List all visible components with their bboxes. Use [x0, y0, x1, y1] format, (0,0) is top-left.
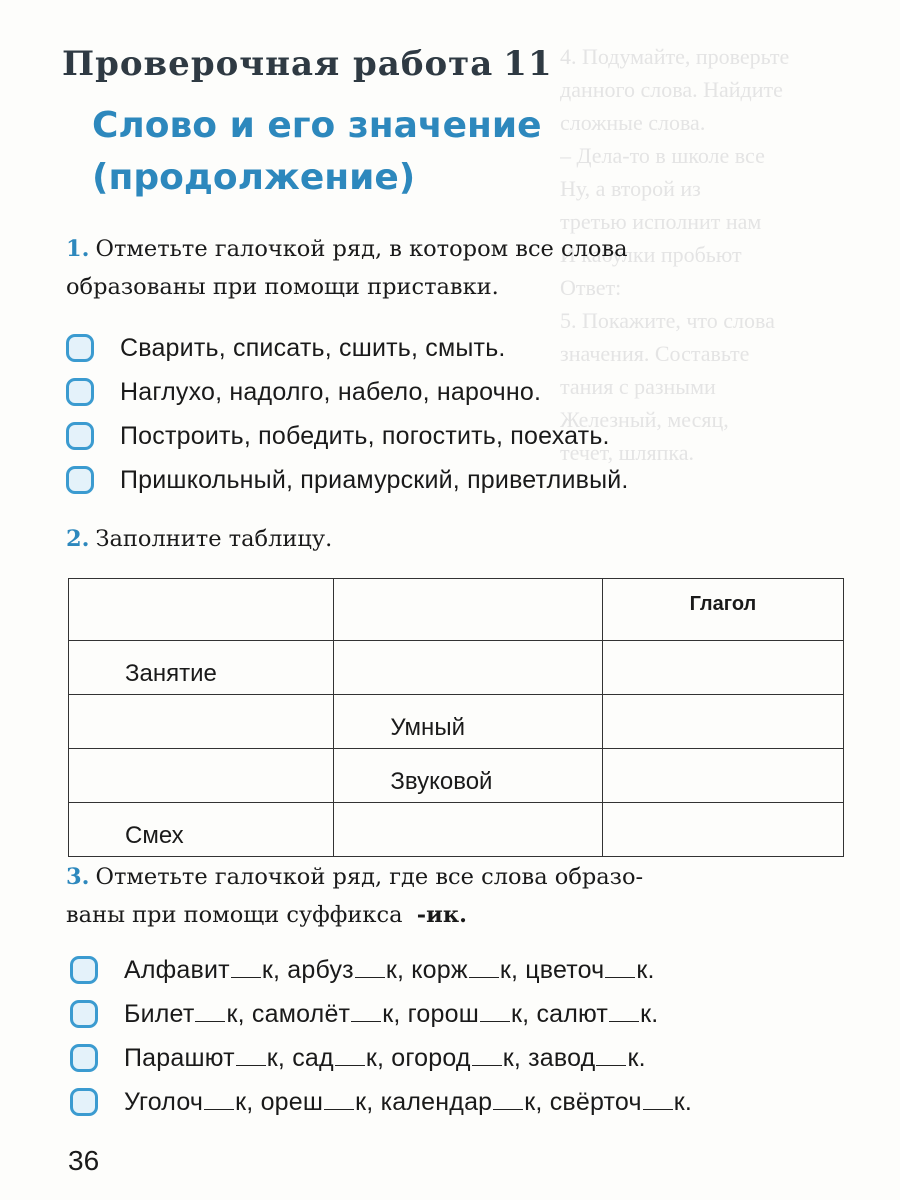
title-number: 11: [503, 44, 553, 84]
bleed-through-line: третью исполнит нам: [560, 209, 762, 234]
table-cell[interactable]: [602, 749, 843, 803]
letter-blank[interactable]: [469, 957, 499, 978]
word-ending: к,: [266, 1043, 293, 1072]
checkbox[interactable]: [70, 1088, 98, 1116]
word-ending: к,: [511, 999, 537, 1028]
task-3-prompt: [66, 858, 856, 934]
checkbox[interactable]: [66, 334, 94, 362]
word-ending: к.: [627, 1043, 646, 1072]
option-text: [124, 956, 655, 985]
page-number: 36: [68, 1145, 100, 1176]
page-subtitle: [92, 100, 542, 204]
task-2-prompt: [66, 520, 856, 558]
table-cell: Умный: [334, 695, 602, 749]
option-text: Построить, победить, погостить, поехать.: [120, 421, 610, 450]
option-text: Пришкольный, приамурский, приветливый.: [120, 465, 629, 494]
word-ending: к.: [640, 999, 659, 1028]
letter-blank[interactable]: [231, 957, 261, 978]
task-1-option: [66, 370, 629, 414]
word-stem: завод: [528, 1043, 596, 1072]
task-2-number: 2.: [66, 526, 90, 552]
letter-blank[interactable]: [480, 1001, 510, 1022]
table-cell[interactable]: [69, 579, 334, 641]
word-ending: к,: [365, 1043, 392, 1072]
table-cell[interactable]: [602, 641, 843, 695]
option-text: [124, 1088, 692, 1117]
table-header-row: [69, 579, 844, 641]
option-text: [124, 1000, 658, 1029]
bleed-through-line: тания с разными: [560, 374, 716, 399]
word-stem: сад: [292, 1043, 334, 1072]
word-ending: к,: [499, 955, 526, 984]
task-1-option: [66, 458, 629, 502]
page-title: [62, 44, 553, 84]
subtitle-line-1: Слово и его значение: [92, 105, 542, 146]
table-header-verb: Глагол: [602, 579, 843, 641]
bleed-through-line: – Дела-то в школе все: [560, 143, 765, 168]
word-ending: к.: [673, 1087, 693, 1116]
letter-blank[interactable]: [236, 1045, 266, 1066]
table-cell[interactable]: [602, 695, 843, 749]
task-1-option: [66, 326, 629, 370]
letter-blank[interactable]: [605, 957, 635, 978]
bleed-through-line: Ну, а второй из: [560, 176, 701, 201]
task-3-option: [70, 1036, 692, 1080]
bleed-through-line: 5. Покажите, что слова: [560, 308, 775, 333]
letter-blank[interactable]: [335, 1045, 365, 1066]
letter-blank[interactable]: [324, 1089, 354, 1110]
checkbox[interactable]: [70, 1044, 98, 1072]
word-stem: цветоч: [525, 955, 605, 984]
checkbox[interactable]: [66, 422, 94, 450]
task-1-text-line-1: Отметьте галочкой ряд, в котором все слова: [95, 236, 628, 262]
word-ending: к.: [636, 955, 655, 984]
suffix-label: -ик.: [416, 902, 467, 928]
word-stem: Алфавит: [124, 955, 230, 984]
letter-blank[interactable]: [195, 1001, 225, 1022]
table-row: [69, 803, 844, 857]
word-stem: ореш: [260, 1087, 324, 1116]
task-1-text-line-2: образованы при помощи приставки.: [66, 274, 499, 300]
word-ending: к,: [502, 1043, 529, 1072]
option-text: [124, 1044, 646, 1073]
letter-blank[interactable]: [355, 957, 385, 978]
word-stem: арбуз: [287, 955, 354, 984]
checkbox[interactable]: [70, 1000, 98, 1028]
task-3-option: [70, 948, 692, 992]
bleed-through-line: течет, шляпка.: [560, 440, 695, 465]
word-ending: к,: [385, 955, 412, 984]
task-1-options: [66, 326, 629, 502]
word-ending: к,: [524, 1087, 550, 1116]
letter-blank[interactable]: [493, 1089, 523, 1110]
word-stem: салют: [536, 999, 609, 1028]
word-ending: к,: [261, 955, 288, 984]
letter-blank[interactable]: [472, 1045, 502, 1066]
word-ending: к,: [382, 999, 408, 1028]
task-1-prompt: [66, 230, 856, 306]
table-cell: Звуковой: [334, 749, 602, 803]
subtitle-line-2: (продолжение): [92, 157, 416, 198]
word-stem: горош: [407, 999, 479, 1028]
table-cell: Занятие: [69, 641, 334, 695]
letter-blank[interactable]: [596, 1045, 626, 1066]
checkbox[interactable]: [66, 378, 94, 406]
bleed-through-line: И кабулки пробьют: [560, 242, 742, 267]
table-cell[interactable]: [334, 803, 602, 857]
task-3-number: 3.: [66, 864, 90, 890]
bleed-through-line: 4. Подумайте, проверьте: [560, 44, 790, 69]
checkbox[interactable]: [66, 466, 94, 494]
bleed-through-line: Железный, месяц,: [560, 407, 729, 432]
bleed-through-line: данного слова. Найдите: [560, 77, 783, 102]
task-3-text-line-1: Отметьте галочкой ряд, где все слова образо-: [95, 864, 644, 890]
table-row: [69, 695, 844, 749]
option-text: Сварить, списать, сшить, смыть.: [120, 333, 506, 362]
task-2-text: Заполните таблицу.: [95, 526, 333, 552]
task-3-option: [70, 1080, 692, 1124]
table-row: [69, 749, 844, 803]
bleed-through-line: значения. Составьте: [560, 341, 750, 366]
table-cell[interactable]: [69, 695, 334, 749]
bleed-through-line: Ответ:: [560, 275, 622, 300]
word-stem: самолёт: [251, 999, 351, 1028]
task-3-option: [70, 992, 692, 1036]
word-stem: Парашют: [124, 1043, 235, 1072]
table-cell[interactable]: [602, 803, 843, 857]
table-cell[interactable]: [334, 579, 602, 641]
table-cell[interactable]: [69, 749, 334, 803]
word-ending: к,: [355, 1087, 381, 1116]
fill-in-table: [68, 578, 844, 857]
task-1-option: [66, 414, 629, 458]
word-ending: к,: [226, 999, 252, 1028]
table-cell: Смех: [69, 803, 334, 857]
letter-blank[interactable]: [204, 1089, 234, 1110]
word-ending: к,: [235, 1087, 261, 1116]
word-stem: Билет: [124, 999, 195, 1028]
table-cell[interactable]: [334, 641, 602, 695]
table-row: [69, 641, 844, 695]
word-stem: корж: [411, 955, 468, 984]
word-stem: Уголоч: [124, 1087, 204, 1116]
word-stem: календар: [380, 1087, 493, 1116]
word-stem: свёрточ: [549, 1087, 642, 1116]
checkbox[interactable]: [70, 956, 98, 984]
task-3-text-line-2: ваны при помощи суффикса: [66, 902, 403, 928]
task-3-options: [70, 948, 692, 1124]
bleed-through-line: сложные слова.: [560, 110, 706, 135]
word-stem: огород: [391, 1043, 471, 1072]
letter-blank[interactable]: [609, 1001, 639, 1022]
task-1-number: 1.: [66, 236, 90, 262]
letter-blank[interactable]: [643, 1089, 673, 1110]
title-text: Проверочная работа: [62, 44, 494, 84]
letter-blank[interactable]: [351, 1001, 381, 1022]
option-text: Наглухо, надолго, набело, нарочно.: [120, 377, 542, 406]
